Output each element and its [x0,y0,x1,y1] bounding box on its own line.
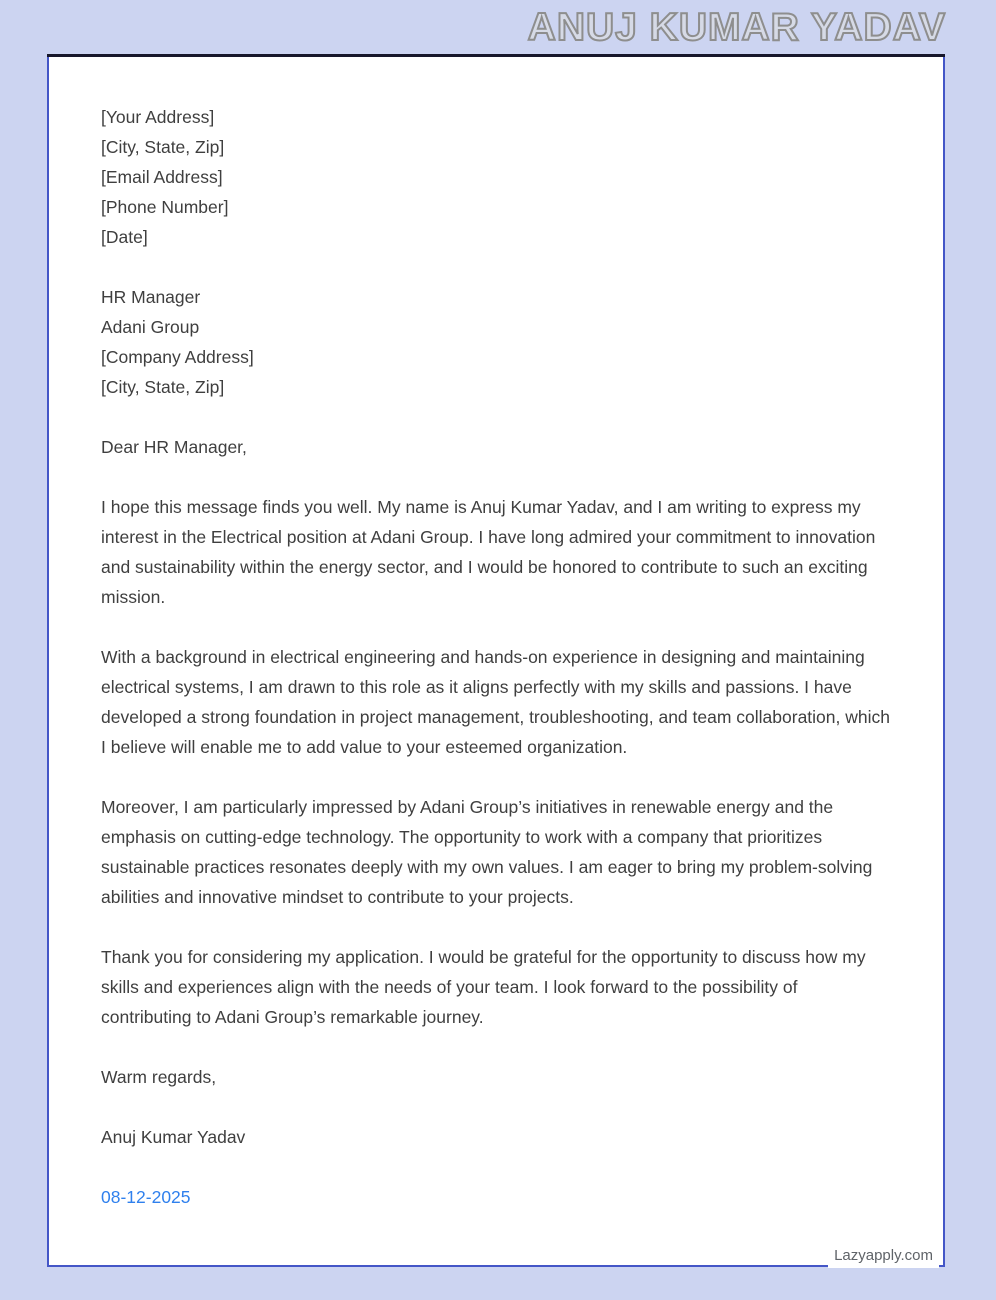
recipient-city-line: [City, State, Zip] [101,377,225,397]
sender-address-block [101,102,891,252]
body-paragraph-2: With a background in electrical engineering and hands-on experience in designing and maintaining electrical systems, I am drawn to this role as it aligns perfectly with my skills and passions. I have developed a strong foundation in project management, troubleshooting, and team collaboration, which I believe will enable me to add value to your esteemed organization. [101,647,890,757]
page-title: ANUJ KUMAR YADAV [527,6,946,49]
signature-name: Anuj Kumar Yadav [101,1127,246,1147]
recipient-address-line: [Company Address] [101,347,254,367]
recipient-company-line: Adani Group [101,317,200,337]
recipient-title-line: HR Manager [101,287,201,307]
sender-address-line: [Your Address] [101,107,215,127]
letter-content [49,57,943,1212]
sender-email-line: [Email Address] [101,167,223,187]
body-paragraph-3: Moreover, I am particularly impressed by Adani Group’s initiatives in renewable energy and the emphasis on cutting-edge technology. The opportunity to work with a company that prioritizes sustainable practices resonates deeply with my own values. I am eager to bring my problem-solving abilities and innovative mindset to contribute to your projects. [101,797,873,907]
recipient-address-block [101,282,891,402]
date-link[interactable]: 08-12-2025 [101,1187,191,1207]
sender-date-line: [Date] [101,227,148,247]
closing-line: Warm regards, [101,1067,217,1087]
sender-city-line: [City, State, Zip] [101,137,225,157]
sender-phone-line: [Phone Number] [101,197,229,217]
body-paragraph-4: Thank you for considering my application. I would be grateful for the opportunity to discuss how my skills and experiences align with the needs of your team. I look forward to the possibility of contributing to Adani Group’s remarkable journey. [101,947,866,1027]
salutation: Dear HR Manager, [101,437,247,457]
lazyapply-watermark: Lazyapply.com [828,1244,939,1268]
body-paragraph-1: I hope this message finds you well. My name is Anuj Kumar Yadav, and I am writing to express my interest in the Electrical position at Adani Group. I have long admired your commitment to innovation and sustainability within the energy sector, and I would be honored to contribute to such an exciting mission. [101,497,876,607]
letter-page [47,57,945,1267]
